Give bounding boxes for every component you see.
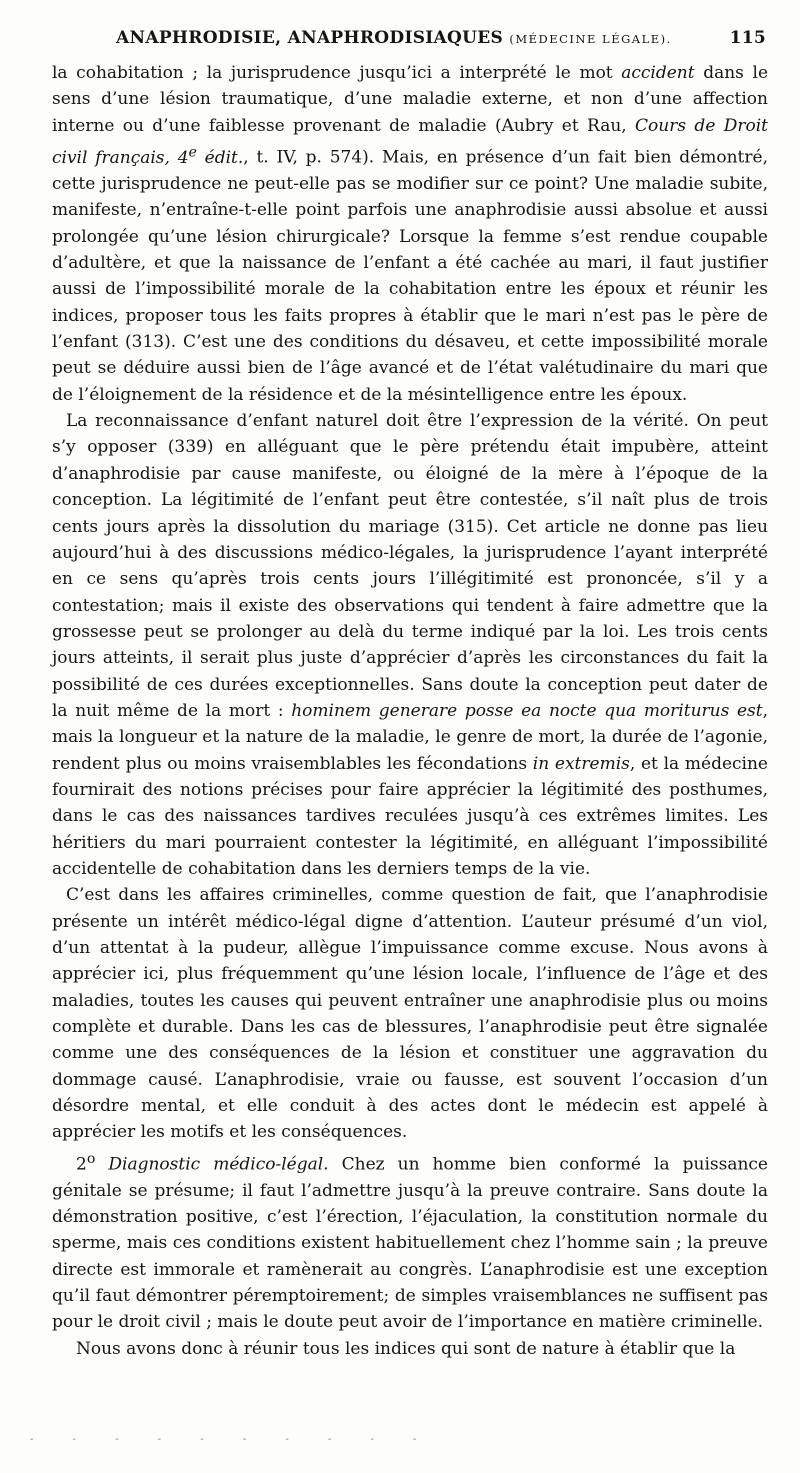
paragraph-2-text-e: , et la médecine fournirait des notions précises pour faire apprécier la légitimité des posthumes, dans le cas des naissances tardives reculées jusqu’à ces extrêmes limites. Les héritiers du mari pourraient contester la légitimité, en alléguant l’impossibilité accidentelle de cohabitation dans les derniers temps de la vie. — [52, 753, 768, 879]
paragraph-1-text-g: , t. IV, p. 574). Mais, en présence d’un fait bien démontré, cette jurisprudence ne peut-elle pas se modifier sur ce point? Une maladie subite, manifeste, n’entraîne-t-elle point parfois une anaphrodisie aussi absolue et aussi prolongée qu’une lésion chirurgicale? Lorsque la femme s’est rendue coupable d’adultère, et que la naissance de l’enfant a été cachée au mari, il faut justifier aussi de l’impossibilité morale de la cohabitation entre les époux et réunir les indices, proposer tous les faits propres à établir que le mari n’est pas le père de l’enfant (313). C’est une des conditions du désaveu, et cette impossibilité morale peut se déduire aussi bien de l’âge avancé et de l’état valétudinaire du mari que de l’éloignement de la résidence et de la mésintelligence entre les époux. — [52, 147, 768, 405]
paragraph-3 — [52, 882, 768, 1145]
paragraph-2 — [52, 408, 768, 882]
paragraph-2-text-c: , mais la longueur et la nature de la maladie, le genre de mort, la durée de l’agonie, rendent plus ou moins vraisemblables les fécondations — [52, 700, 768, 774]
paragraph-5-text: Nous avons donc à réunir tous les indices qui sont de nature à établir que la — [76, 1338, 736, 1359]
section-heading: Diagnostic médico-légal. — [95, 1154, 329, 1175]
paragraph-5 — [52, 1336, 768, 1362]
header-subtitle: (MÉDECINE LÉGALE). — [509, 32, 672, 46]
paragraph-4 — [52, 1146, 768, 1336]
body-text — [52, 60, 768, 1362]
paragraph-1 — [52, 60, 768, 408]
header-title — [116, 28, 672, 48]
paragraph-2-latin-quote: hominem generare posse ea nocte qua moriturus est — [291, 700, 763, 721]
header-title-text: ANAPHRODISIE, ANAPHRODISIAQUES — [116, 28, 504, 48]
paragraph-1-edition: édit. — [196, 147, 244, 168]
paragraph-3-text: C’est dans les affaires criminelles, comme question de fait, que l’anaphrodisie présente un intérêt médico-légal digne d’attention. L’auteur présumé d’un viol, d’un attentat à la pudeur, allègue l’impuissance comme excuse. Nous avons à apprécier ici, plus fréquemment qu’une lésion locale, l’influence de l’âge et des maladies, toutes les causes qui peuvent entraîner une anaphrodisie plus ou moins complète et durable. Dans les cas de blessures, l’anaphrodisie peut être signalée comme une des conséquences de la lésion et constituer une aggravation du dommage causé. L’anaphrodisie, vraie ou fausse, est souvent l’occasion d’un désordre mental, et elle conduit à des actes dont le médecin est appelé à apprécier les motifs et les conséquences. — [52, 885, 768, 1143]
running-header — [52, 28, 768, 56]
section-number-ordinal: o — [86, 1150, 96, 1167]
page-number: 115 — [729, 28, 766, 48]
paragraph-1-citation-title: Cours de Droit civil français, 4 — [52, 115, 768, 168]
paragraph-4-text: Chez un homme bien conformé la puissance génitale se présume; il faut l’admettre jusqu’à la preuve contraire. Sans doute la démonstration positive, c’est l’érection, l’éjaculation, la constitution normale du sperme, mais ces conditions existent habituellement chez l’homme sain ; la preuve directe est immorale et ramènerait au congrès. L’anaphrodisie est une exception qu’il faut démontrer péremptoirement; de simples vraisemblances ne suffisent pas pour le droit civil ; mais le doute peut avoir de l’importance en matière criminelle. — [52, 1154, 768, 1333]
paragraph-1-italic-accident: accident — [621, 63, 695, 83]
section-number: 2 — [76, 1154, 87, 1175]
paragraph-1-text-a: la cohabitation ; la jurisprudence jusqu’ici a interprété le mot — [52, 63, 622, 83]
paragraph-2-text-a: La reconnaissance d’enfant naturel doit être l’expression de la vérité. On peut s’y opposer (339) en alléguant que le père prétendu était impubère, atteint d’anaphrodisie par cause manifeste, ou éloigné de la mère à l’époque de la conception. La légitimité de l’enfant peut être contestée, s’il naît plus de trois cents jours après la dissolution du mariage (315). Cet article ne donne pas lieu aujourd’hui à des discussions médico-légales, la jurisprudence l’ayant interprété en ce sens qu’après trois cents jours l’illégitimité est prononcée, s’il y a contestation; mais il existe des observations qui tendent à faire admettre que la grossesse peut se prolonger au delà du terme indiqué par la loi. Les trois cents jours atteints, il serait plus juste d’apprécier d’après les circonstances du fait la possibilité de ces durées exceptionnelles. Sans doute la conception peut dater de la nuit même de la mort : — [52, 411, 768, 721]
paragraph-1-superscript: e — [188, 144, 197, 161]
paragraph-1-text-c: dans le sens d’une lésion traumatique, d’une maladie externe, et non d’une affection interne ou d’une faiblesse provenant de maladie (Aubry et Rau, — [52, 63, 769, 136]
scan-footer-marks: - - - - - - - - - - — [30, 1434, 435, 1445]
paragraph-2-italic-in-extremis: in extremis — [532, 753, 630, 774]
